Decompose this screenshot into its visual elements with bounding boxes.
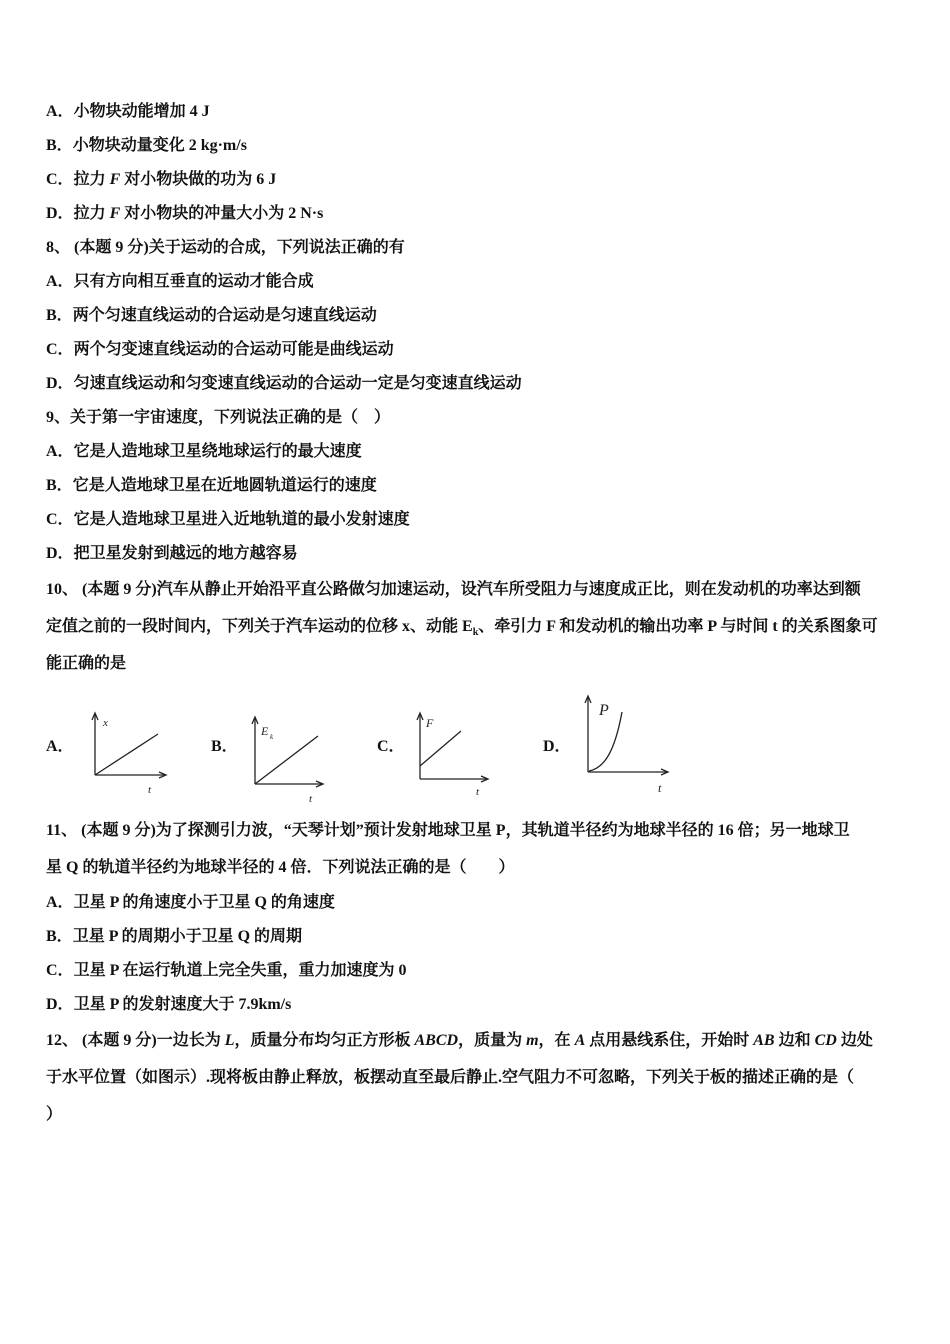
q10-stem-line-2 <box>46 608 926 645</box>
question-text: 能正确的是 <box>46 655 127 672</box>
subscript-k: k <box>472 627 479 638</box>
graph-c-label: C． <box>377 738 405 755</box>
q12-stem-line-1 <box>46 1022 926 1059</box>
option-text: 它是人造地球卫星在近地圆轨道运行的速度 <box>72 477 377 494</box>
question-text: 点用悬线系住，开始时 <box>585 1032 754 1049</box>
question-text: 星 Q 的轨道半径约为地球半径的 4 倍．下列说法正确的是（ ） <box>46 859 515 876</box>
question-text: 边和 <box>774 1032 815 1049</box>
variable-f: F <box>109 205 121 222</box>
variable-a: A <box>574 1032 586 1049</box>
y-axis-label: x <box>103 717 108 729</box>
option-text: 两个匀速直线运动的合运动是匀速直线运动 <box>72 307 377 324</box>
option-text: 只有方向相互垂直的运动才能合成 <box>73 273 314 290</box>
q9-stem <box>46 401 926 435</box>
question-text: ） <box>46 1106 63 1123</box>
option-label: D． <box>46 996 74 1013</box>
q8-option-a <box>46 265 926 299</box>
graph-b-label: B． <box>211 738 238 755</box>
question-text: ，在 <box>538 1032 575 1049</box>
option-text: 对小物块的冲量大小为 2 N·s <box>120 205 324 222</box>
graph-d-p-vs-t <box>578 690 673 795</box>
x-axis-label: t <box>658 781 662 795</box>
option-label: C． <box>46 341 74 358</box>
q8-option-b <box>46 299 926 333</box>
q8-option-c <box>46 333 926 367</box>
option-label: D． <box>46 545 74 562</box>
option-label: A． <box>46 103 74 120</box>
question-score: (本题 9 分) <box>78 581 157 598</box>
question-text: 为了探测引力波，“天琴计划”预计发射地球卫星 P，其轨道半径约为地球半径的 16 倍；另一地球卫 <box>155 822 850 839</box>
question-text: 于水平位置（如图示）.现将板由静止释放，板摆动直至最后静止.空气阻力不可忽略，下列关于板的描述正确的是（ <box>46 1069 855 1086</box>
option-text: 卫星 P 的角速度小于卫星 Q 的角速度 <box>73 894 335 911</box>
option-label: A． <box>46 443 74 460</box>
question-number: 9、 <box>46 409 71 426</box>
option-text: 把卫星发射到越远的地方越容易 <box>73 545 298 562</box>
q11-stem-line-2 <box>46 849 926 886</box>
y-axis-label: F <box>426 716 434 730</box>
q9-option-b <box>46 469 926 503</box>
q10-graph-options <box>46 682 926 812</box>
plot-line <box>420 731 461 766</box>
option-text: 对小物块做的功为 6 J <box>120 171 277 188</box>
option-label: D． <box>46 375 74 392</box>
option-text: 卫星 P 的发射速度大于 7.9km/s <box>73 996 292 1013</box>
q9-option-d <box>46 537 926 571</box>
option-label: A． <box>46 894 74 911</box>
graph-d-label: D． <box>543 738 571 755</box>
q11-option-a <box>46 886 926 920</box>
variable-f: F <box>109 171 121 188</box>
question-text: 定值之前的一段时间内，下列关于汽车运动的位移 x、动能 E <box>46 618 473 635</box>
q12-stem-line-3 <box>46 1096 926 1133</box>
option-label: B． <box>46 307 73 324</box>
q9-option-a <box>46 435 926 469</box>
question-score: (本题 9 分) <box>70 239 149 256</box>
option-label: D． <box>46 205 74 222</box>
option-text: 卫星 P 在运行轨道上完全失重，重力加速度为 0 <box>73 962 407 979</box>
question-text: 汽车从静止开始沿平直公路做匀加速运动，设汽车所受阻力与速度成正比，则在发动机的功率达到额 <box>156 581 861 598</box>
q10-stem-line-3 <box>46 645 926 682</box>
option-text: 它是人造地球卫星进入近地轨道的最小发射速度 <box>73 511 410 528</box>
graph-b-ek-vs-t <box>245 710 330 805</box>
q7-option-b <box>46 129 926 163</box>
q7-option-a <box>46 95 926 129</box>
q11-stem-line-1 <box>46 812 926 849</box>
option-text: 拉力 <box>73 171 110 188</box>
question-text: 关于运动的合成，下列说法正确的有 <box>148 239 405 256</box>
option-label: B． <box>46 137 73 154</box>
question-number: 10、 <box>46 581 79 598</box>
x-axis-label: t <box>476 786 480 798</box>
y-axis-label: E <box>261 724 269 738</box>
option-label: B． <box>46 477 73 494</box>
question-score: (本题 9 分) <box>77 822 156 839</box>
question-number: 8、 <box>46 239 71 256</box>
q11-option-c <box>46 954 926 988</box>
q11-option-b <box>46 920 926 954</box>
question-number: 12、 <box>46 1032 79 1049</box>
q7-option-d <box>46 197 926 231</box>
question-score: (本题 9 分) <box>78 1032 157 1049</box>
question-text: 关于第一宇宙速度，下列说法正确的是（ ） <box>70 409 391 426</box>
option-label: A． <box>46 273 74 290</box>
variable-ab: AB <box>753 1032 775 1049</box>
graph-c-f-vs-t <box>410 706 495 798</box>
option-label: C． <box>46 171 74 188</box>
plot-curve <box>589 712 622 771</box>
variable-m: m <box>526 1032 539 1049</box>
q11-option-d <box>46 988 926 1022</box>
plot-line <box>95 734 158 775</box>
q12-stem-line-2 <box>46 1059 926 1096</box>
option-text: 它是人造地球卫星绕地球运行的最大速度 <box>73 443 362 460</box>
question-number: 11、 <box>46 822 78 839</box>
option-label: B． <box>46 928 73 945</box>
question-text: 边处 <box>836 1032 873 1049</box>
variable-abcd: ABCD <box>414 1032 459 1049</box>
q10-stem-line-1 <box>46 571 926 608</box>
x-axis-label: t <box>148 784 152 796</box>
question-text: 一边长为 <box>156 1032 225 1049</box>
q8-option-d <box>46 367 926 401</box>
y-axis-label: P <box>599 702 609 719</box>
option-text: 两个匀变速直线运动的合运动可能是曲线运动 <box>73 341 394 358</box>
option-text: 匀速直线运动和匀变速直线运动的合运动一定是匀变速直线运动 <box>73 375 522 392</box>
variable-l: L <box>224 1032 235 1049</box>
variable-cd: CD <box>814 1032 837 1049</box>
question-text: ，质量分布均匀正方形板 <box>234 1032 415 1049</box>
plot-line <box>255 736 318 784</box>
option-text: 卫星 P 的周期小于卫星 Q 的周期 <box>72 928 303 945</box>
y-axis-subscript: k <box>270 733 274 741</box>
graph-a-x-vs-t <box>85 705 170 797</box>
question-text: 、牵引力 F 和发动机的输出功率 P 与时间 t 的关系图象可 <box>478 618 878 635</box>
option-text: 小物块动能增加 4 J <box>73 103 210 120</box>
option-text: 拉力 <box>73 205 110 222</box>
option-label: C． <box>46 511 74 528</box>
x-axis-label: t <box>309 793 313 805</box>
option-text: 小物块动量变化 2 kg·m/s <box>72 137 247 154</box>
graph-a-label: A． <box>46 738 74 755</box>
option-label: C． <box>46 962 74 979</box>
question-text: ，质量为 <box>458 1032 527 1049</box>
page-content <box>46 95 926 1133</box>
q9-option-c <box>46 503 926 537</box>
q8-stem <box>46 231 926 265</box>
q7-option-c <box>46 163 926 197</box>
